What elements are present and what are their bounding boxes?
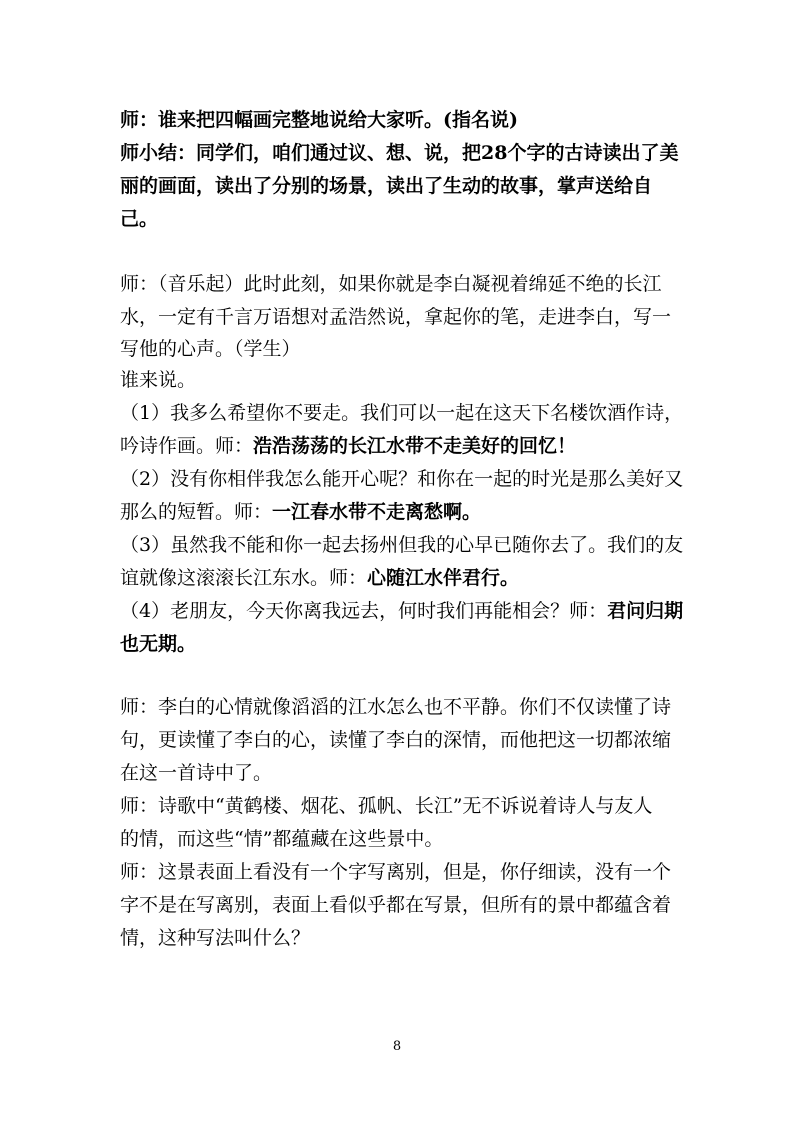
page-number: 8	[392, 1039, 402, 1054]
paragraph-line: 师：（音乐起）此时此刻，如果你就是李白凝视着绵延不绝的长江	[120, 273, 662, 295]
bold-text: 一江春水带不走离愁啊。	[272, 501, 482, 523]
list-item-2-line: （2）没有你相伴我怎么能开心呢？和你在一起的时光是那么美好又	[120, 468, 684, 490]
list-item-1-line: （1）我多么希望你不要走。我们可以一起在这天下名楼饮酒作诗，	[120, 402, 684, 424]
plain-text: 吟诗作画。师：	[120, 435, 254, 457]
list-item-1-line	[120, 430, 680, 463]
bold-text: 浩浩荡荡的长江水带不走美好的回忆！	[253, 435, 577, 457]
bold-text: 心随江水伴君行。	[367, 567, 520, 589]
paragraph-line: 情，这种写法叫什么？	[120, 927, 311, 949]
spacer	[120, 661, 680, 691]
paragraph-line: 写他的心声。（学生）	[120, 338, 301, 360]
paragraph-line: 水，一定有千言万语想对孟浩然说，拿起你的笔，走进李白，写一	[120, 306, 672, 328]
paragraph-line: 的情，而这些“情”都蕴藏在这些景中。	[120, 828, 444, 850]
list-item-2-line	[120, 496, 680, 529]
plain-text: 谊就像这滚滚长江东水。师：	[120, 567, 368, 589]
paragraph-line: 师：谁来把四幅画完整地说给大家听。(指名说)	[120, 109, 518, 131]
plain-text: 那么的短暂。师：	[120, 501, 273, 523]
list-item-4-line: 也无期。	[120, 633, 197, 655]
paragraph-line: 丽的画面，读出了分别的场景，读出了生动的故事，掌声送给自	[120, 175, 653, 197]
paragraph-line: 谁来说。	[120, 369, 197, 391]
paragraph-line: 师：这景表面上看没有一个字写离别，但是，你仔细读，没有一个	[120, 861, 672, 883]
list-item-3-line	[120, 562, 680, 595]
paragraph-line: 己。	[120, 208, 159, 230]
paragraph-line: 师：李白的心情就像滔滔的江水怎么也不平静。你们不仅读懂了诗	[120, 696, 672, 718]
page-content	[120, 104, 684, 955]
paragraph-line: 句，更读懂了李白的心，读懂了李白的深情，而他把这一切都浓缩	[120, 729, 672, 751]
paragraph-line: 在这一首诗中了。	[120, 762, 273, 784]
list-item-3-line: （3）虽然我不能和你一起去扬州但我的心早已随你去了。我们的友	[120, 534, 684, 556]
paragraph-line: 师：诗歌中“黄鹤楼、烟花、孤帆、长江”无不诉说着诗人与友人	[120, 795, 653, 817]
bold-text: 君问归期	[607, 600, 684, 622]
paragraph-line: 师小结：同学们，咱们通过议、想、说，把28个字的古诗读出了美	[120, 142, 679, 164]
paragraph-line: 字不是在写离别，表面上看似乎都在写景，但所有的景中都蕴含着	[120, 894, 672, 916]
list-item-4-line	[120, 595, 684, 628]
spacer	[120, 236, 680, 268]
plain-text: （4）老朋友，今天你离我远去，何时我们再能相会？师：	[120, 600, 608, 622]
